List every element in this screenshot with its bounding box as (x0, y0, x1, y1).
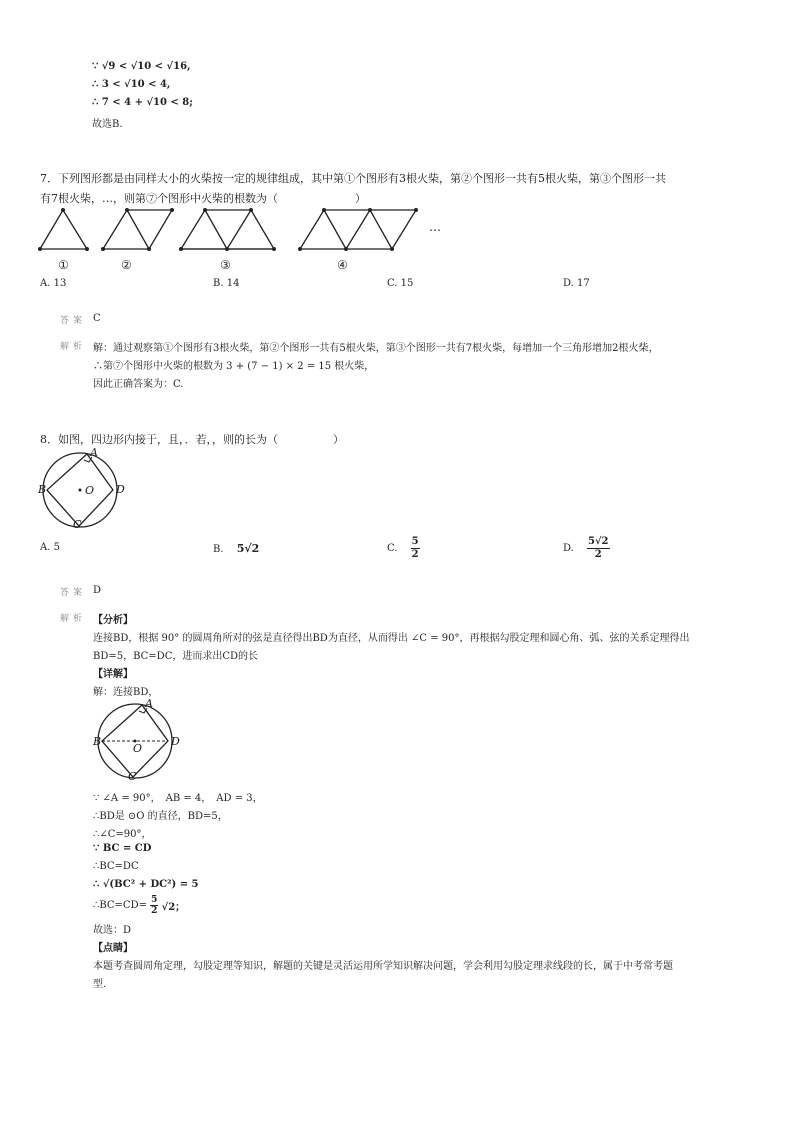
q8-label-o: O (85, 484, 95, 497)
q8-dianjing-title: 【点睛】 (93, 943, 133, 954)
q8-step-1: ∵ ∠A = 90°， AB = 4， AD = 3， (93, 793, 263, 804)
q7-figure-label-2: ② (121, 258, 132, 272)
q8-answer-tag: 答案 (60, 588, 87, 598)
q8-step-3: ∴∠C=90°， (93, 829, 152, 840)
q8-sol-label-a: A (145, 697, 153, 710)
q8-answer-value: D (93, 585, 102, 596)
q7-stem-line-2: 有7根火柴，…，则第⑦个图形中火柴的根数为（ ） (40, 192, 366, 205)
prev-solution-line-3: ∴ 7 < 4 + √10 < 8; (92, 97, 193, 108)
prev-solution-line-2: ∴ 3 < √10 < 4, (92, 79, 171, 90)
q8-sol-label-o: O (133, 742, 143, 755)
q8-option-a[interactable]: A. 5 (40, 542, 60, 553)
q8-analysis-tag: 解析 (60, 614, 87, 624)
q7-option-d[interactable]: D. 17 (563, 278, 590, 289)
q7-analysis-tag: 解析 (60, 342, 87, 352)
prev-solution-line-4: 故选B. (92, 119, 123, 130)
q7-option-b[interactable]: B. 14 (213, 278, 240, 289)
q8-fenxi-line-2: BD=5，BC=DC，进而求出CD的长 (93, 651, 259, 662)
q7-figure-label-4: ④ (337, 258, 348, 272)
q8-step-8: 故选：D (93, 925, 132, 936)
q8-step-7-suffix: √2； (161, 902, 186, 913)
q7-figure-label-1: ① (58, 258, 69, 272)
q7-figure-label-3: ③ (220, 258, 231, 272)
q8-option-d-numerator: 5√2 (588, 536, 609, 547)
q8-sol-label-d: D (171, 735, 180, 748)
q8-sol-label-b: B (93, 735, 102, 748)
q8-option-d-denominator: 2 (594, 549, 602, 560)
q7-analysis-line-1: 解：通过观察第①个图形有3根火柴，第②个图形一共有5根火柴，第③个图形一共有7根火柴，每增加一个三角形增加2根火柴， (93, 343, 659, 354)
q8-label-a: A (90, 446, 98, 459)
q7-stem-line-1: 7．下列图形都是由同样大小的火柴按一定的规律组成，其中第①个图形有3根火柴，第②个图形一共有5根火柴，第③个图形一共 (40, 172, 666, 185)
q8-dianjing-line-2: 型. (93, 979, 107, 990)
q8-fenxi-line-1: 连接BD，根据 90° 的圆周角所对的弦是直径得出BD为直径，从而得出 ∠C = 90°，再根据勾股定理和圆心角、弧、弦的关系定理得出 (93, 633, 690, 644)
q7-option-c[interactable]: C. 15 (387, 278, 414, 289)
prev-solution-line-1: ∵ √9 < √10 < √16, (92, 61, 191, 72)
q8-option-c-prefix: C. (387, 543, 398, 554)
q8-xiangjie-line-1: 解：连接BD， (93, 687, 159, 698)
q8-dianjing-line-1: 本题考查圆周角定理，勾股定理等知识，解题的关键是灵活运用所学知识解决问题，学会利用勾股定理求线段的长，属于中考常考题 (93, 961, 673, 972)
q8-stem: 8．如图，四边形内接于，且，．若，，则的长为（ ） (40, 433, 344, 446)
q8-option-c-numerator: 5 (411, 536, 419, 547)
q7-analysis-line-3: 因此正确答案为：C. (93, 379, 184, 390)
q8-step-7-denominator: 2 (151, 906, 158, 916)
q8-option-d-prefix: D. (563, 543, 574, 554)
q8-option-c-denominator: 2 (411, 549, 419, 560)
q8-label-b: B (38, 483, 47, 496)
q8-fenxi-title: 【分析】 (93, 615, 133, 626)
q8-option-b-math: 5√2 (236, 542, 260, 555)
q7-answer-tag: 答案 (60, 316, 87, 326)
q8-sol-label-c: C (128, 770, 137, 783)
q7-option-a[interactable]: A. 13 (40, 278, 67, 289)
q7-answer-value: C (93, 313, 101, 324)
q8-xiangjie-title: 【详解】 (93, 669, 133, 680)
q8-step-7-fraction (150, 895, 158, 916)
q7-ellipsis: … (429, 220, 441, 234)
q8-step-4: ∵ BC = CD (93, 843, 152, 854)
q8-step-7-prefix: ∴BC=CD= (93, 900, 147, 911)
q7-analysis-line-2: ∴第⑦个图形中火柴的根数为 3 + (7 − 1) × 2 = 15 根火柴， (93, 361, 375, 372)
q8-option-b-prefix: B. (213, 544, 224, 555)
q8-step-7-numerator: 5 (151, 895, 158, 905)
q8-step-7 (93, 895, 185, 916)
q8-label-d: D (116, 483, 125, 496)
q8-step-6: ∴ √(BC² + DC²) = 5 (93, 879, 199, 890)
q8-step-2: ∴BD是 ⊙O 的直径，BD=5， (93, 811, 228, 822)
q8-step-5: ∴BC=DC (93, 861, 139, 872)
q8-label-c: C (73, 518, 82, 531)
